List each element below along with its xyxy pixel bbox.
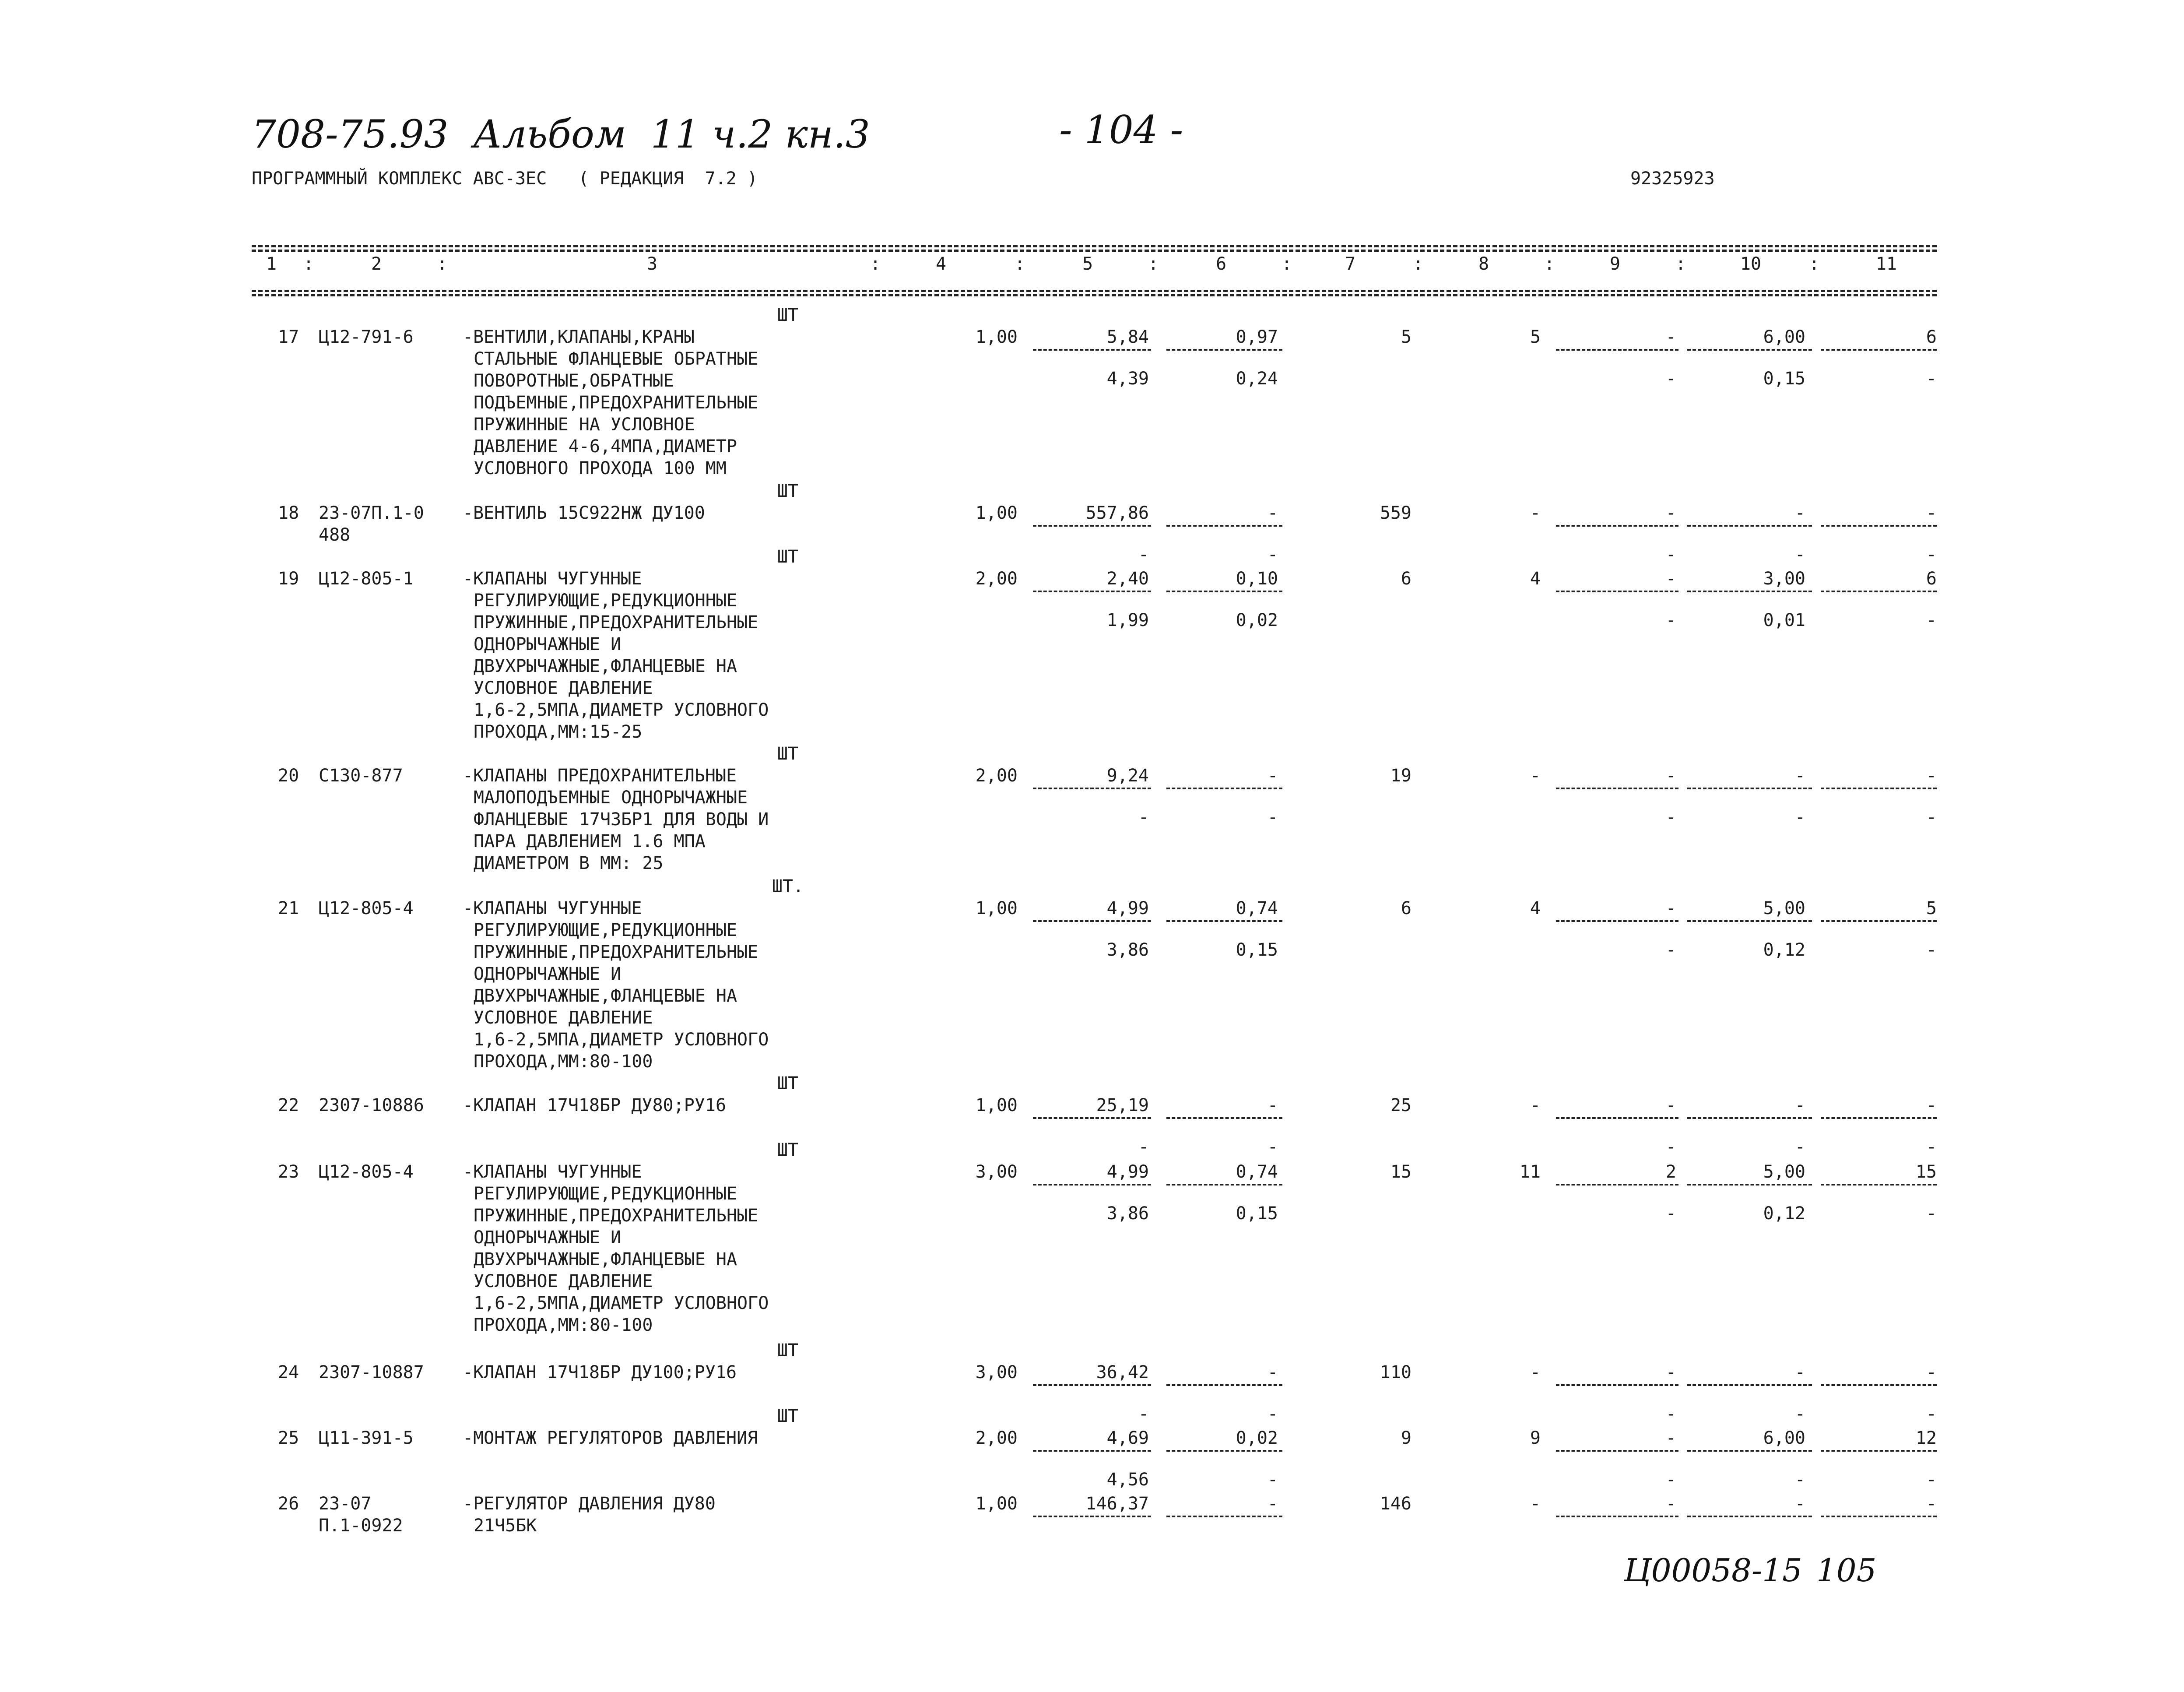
- cell-underline: [1033, 1516, 1151, 1517]
- row-number: 25: [278, 1428, 299, 1448]
- sub-value-c5: 4,56: [1106, 1470, 1149, 1490]
- unit-label: ШТ: [777, 305, 799, 325]
- cell-underline: [1166, 788, 1282, 789]
- value-c9: -: [1665, 898, 1676, 918]
- value-c8: -: [1530, 1494, 1541, 1514]
- cell-underline: [1821, 1117, 1937, 1119]
- row-description-line: -КЛАПАНЫ ЧУГУННЫЕ: [463, 898, 642, 918]
- value-c5: 146,37: [1085, 1494, 1149, 1514]
- column-separator: :: [1015, 254, 1025, 274]
- column-header-10: 10: [1740, 254, 1762, 274]
- row-description-line: ДИАМЕТРОМ В ММ: 25: [474, 853, 664, 873]
- cell-underline: [1687, 1516, 1812, 1517]
- value-c10: 5,00: [1763, 898, 1805, 918]
- value-c7: 6: [1401, 898, 1412, 918]
- table-header-rule: [252, 290, 1937, 292]
- column-separator: :: [1413, 254, 1424, 274]
- row-description-line: -КЛАПАН 17Ч18БР ДУ100;РУ16: [463, 1362, 737, 1382]
- cell-underline: [1687, 1450, 1812, 1452]
- value-c5: 2,40: [1106, 569, 1149, 589]
- value-c5: 9,24: [1106, 766, 1149, 786]
- unit-label: ШТ: [777, 744, 799, 764]
- row-code: Ц12-805-1: [319, 569, 414, 589]
- column-separator: :: [1675, 254, 1686, 274]
- value-c6: 0,97: [1236, 327, 1278, 347]
- sub-value-c11: -: [1926, 1137, 1937, 1157]
- value-c8: 11: [1519, 1162, 1541, 1182]
- cell-underline: [1821, 788, 1937, 789]
- row-description-line: ОДНОРЫЧАЖНЫЕ И: [474, 634, 621, 654]
- value-c5: 557,86: [1085, 503, 1149, 523]
- row-description-line: ПОВОРОТНЫЕ,ОБРАТНЫЕ: [474, 371, 674, 391]
- sub-value-c6: -: [1267, 1470, 1278, 1490]
- value-c11: 15: [1915, 1162, 1937, 1182]
- cell-underline: [1033, 1117, 1151, 1119]
- value-c4: 2,00: [975, 1428, 1018, 1448]
- row-description-line: УСЛОВНОЕ ДАВЛЕНИЕ: [474, 678, 653, 698]
- cell-underline: [1166, 591, 1282, 592]
- row-code-cont: П.1-0922: [319, 1516, 403, 1536]
- table-top-rule-2: [252, 250, 1937, 252]
- value-c11: -: [1926, 1362, 1937, 1382]
- cell-underline: [1821, 1450, 1937, 1452]
- value-c7: 110: [1380, 1362, 1412, 1382]
- unit-label: ШТ: [777, 547, 799, 567]
- cell-underline: [1821, 920, 1937, 922]
- cell-underline: [1687, 920, 1812, 922]
- value-c11: 5: [1926, 898, 1937, 918]
- sub-value-c10: -: [1794, 1404, 1805, 1424]
- page-number: - 104 -: [1059, 107, 1183, 152]
- sub-value-c6: -: [1267, 807, 1278, 827]
- row-description-line: РЕГУЛИРУЮЩИЕ,РЕДУКЦИОННЫЕ: [474, 1184, 737, 1204]
- cell-underline: [1556, 1384, 1678, 1386]
- document-code: 92325923: [1630, 169, 1715, 189]
- table-top-rule: [252, 245, 1937, 247]
- cell-underline: [1687, 1117, 1812, 1119]
- cell-underline: [1033, 1450, 1151, 1452]
- column-separator: :: [437, 254, 448, 274]
- value-c7: 15: [1390, 1162, 1412, 1182]
- row-description-line: -КЛАПАН 17Ч18БР ДУ80;РУ16: [463, 1095, 727, 1115]
- row-description-line: РЕГУЛИРУЮЩИЕ,РЕДУКЦИОННЫЕ: [474, 920, 737, 940]
- row-code: 23-07: [319, 1494, 372, 1514]
- row-code: 23-07П.1-0: [319, 503, 424, 523]
- cell-underline: [1166, 1117, 1282, 1119]
- row-code: С130-877: [319, 766, 403, 786]
- column-header-4: 4: [935, 254, 947, 274]
- cell-underline: [1033, 525, 1151, 527]
- sub-value-c9: -: [1665, 1203, 1676, 1224]
- value-c8: 4: [1530, 898, 1541, 918]
- column-separator: :: [870, 254, 881, 274]
- value-c6: -: [1267, 766, 1278, 786]
- value-c11: 12: [1915, 1428, 1937, 1448]
- value-c7: 559: [1380, 503, 1412, 523]
- row-code: 2307-10886: [319, 1095, 424, 1115]
- value-c5: 4,99: [1106, 1162, 1149, 1182]
- cell-underline: [1033, 591, 1151, 592]
- row-code: Ц12-791-6: [319, 327, 414, 347]
- row-description-line: ПРОХОДА,ММ:80-100: [474, 1052, 653, 1072]
- unit-label: ШТ: [777, 1073, 799, 1094]
- row-code: Ц12-805-4: [319, 898, 414, 918]
- cell-underline: [1556, 1184, 1678, 1185]
- cell-underline: [1821, 525, 1937, 527]
- sub-value-c10: -: [1794, 807, 1805, 827]
- row-description-line: МАЛОПОДЪЕМНЫЕ ОДНОРЫЧАЖНЫЕ: [474, 788, 748, 808]
- value-c7: 9: [1401, 1428, 1412, 1448]
- cell-underline: [1166, 1384, 1282, 1386]
- value-c8: -: [1530, 1362, 1541, 1382]
- cell-underline: [1687, 1184, 1812, 1185]
- value-c10: -: [1794, 1494, 1805, 1514]
- sub-value-c11: -: [1926, 545, 1937, 565]
- cell-underline: [1166, 349, 1282, 351]
- sub-value-c9: -: [1665, 1404, 1676, 1424]
- value-c10: 6,00: [1763, 1428, 1805, 1448]
- sub-value-c5: 4,39: [1106, 369, 1149, 389]
- column-separator: :: [1809, 254, 1820, 274]
- row-code-cont: 488: [319, 525, 351, 545]
- sub-value-c11: -: [1926, 1404, 1937, 1424]
- cell-underline: [1687, 349, 1812, 351]
- value-c9: -: [1665, 1494, 1676, 1514]
- unit-label: ШТ: [777, 1140, 799, 1160]
- cell-underline: [1033, 1184, 1151, 1185]
- value-c6: -: [1267, 1494, 1278, 1514]
- value-c10: -: [1794, 503, 1805, 523]
- cell-underline: [1166, 1184, 1282, 1185]
- sub-value-c5: 3,86: [1106, 1203, 1149, 1224]
- cell-underline: [1687, 788, 1812, 789]
- sub-value-c11: -: [1926, 369, 1937, 389]
- handwritten-title: 708-75.93 Альбом 11 ч.2 кн.3: [252, 112, 870, 157]
- row-description-line: ПРУЖИННЫЕ,ПРЕДОХРАНИТЕЛЬНЫЕ: [474, 942, 758, 962]
- sub-value-c10: 0,01: [1763, 610, 1805, 630]
- cell-underline: [1166, 1450, 1282, 1452]
- row-description-line: ФЛАНЦЕВЫЕ 17Ч3БР1 ДЛЯ ВОДЫ И: [474, 809, 769, 830]
- sub-value-c6: 0,15: [1236, 940, 1278, 960]
- row-number: 17: [278, 327, 299, 347]
- row-number: 22: [278, 1095, 299, 1115]
- column-separator: :: [1148, 254, 1159, 274]
- row-description-line: ПРУЖИННЫЕ,ПРЕДОХРАНИТЕЛЬНЫЕ: [474, 612, 758, 633]
- column-separator: :: [1544, 254, 1555, 274]
- cell-underline: [1821, 349, 1937, 351]
- row-description-line: 1,6-2,5МПА,ДИАМЕТР УСЛОВНОГО: [474, 1030, 769, 1050]
- value-c7: 5: [1401, 327, 1412, 347]
- value-c6: -: [1267, 1362, 1278, 1382]
- unit-label: ШТ: [777, 1406, 799, 1426]
- value-c10: -: [1794, 1095, 1805, 1115]
- row-description-line: ПРОХОДА,ММ:80-100: [474, 1315, 653, 1335]
- cell-underline: [1556, 920, 1678, 922]
- value-c11: -: [1926, 503, 1937, 523]
- row-description-line: 21Ч5БК: [474, 1516, 537, 1536]
- column-header-11: 11: [1875, 254, 1897, 274]
- sub-value-c10: 0,12: [1763, 1203, 1805, 1224]
- sub-value-c5: 1,99: [1106, 610, 1149, 630]
- sub-value-c5: 3,86: [1106, 940, 1149, 960]
- value-c7: 146: [1380, 1494, 1412, 1514]
- sub-value-c10: -: [1794, 1470, 1805, 1490]
- value-c8: -: [1530, 503, 1541, 523]
- row-number: 19: [278, 569, 299, 589]
- value-c8: -: [1530, 1095, 1541, 1115]
- value-c6: 0,02: [1236, 1428, 1278, 1448]
- row-description-line: -МОНТАЖ РЕГУЛЯТОРОВ ДАВЛЕНИЯ: [463, 1428, 758, 1448]
- cell-underline: [1821, 1384, 1937, 1386]
- value-c9: -: [1665, 327, 1676, 347]
- row-description-line: УСЛОВНОЕ ДАВЛЕНИЕ: [474, 1271, 653, 1291]
- row-description-line: -ВЕНТИЛЬ 15С922НЖ ДУ100: [463, 503, 705, 523]
- cell-underline: [1687, 1384, 1812, 1386]
- value-c7: 25: [1390, 1095, 1412, 1115]
- row-description-line: ОДНОРЫЧАЖНЫЕ И: [474, 964, 621, 984]
- unit-label: ШТ.: [772, 876, 804, 897]
- cell-underline: [1821, 591, 1937, 592]
- sub-value-c10: 0,12: [1763, 940, 1805, 960]
- value-c9: -: [1665, 766, 1676, 786]
- cell-underline: [1556, 1516, 1678, 1517]
- value-c6: 0,74: [1236, 1162, 1278, 1182]
- value-c11: -: [1926, 1494, 1937, 1514]
- row-description-line: ДАВЛЕНИЕ 4-6,4МПА,ДИАМЕТР: [474, 436, 737, 457]
- row-code: 2307-10887: [319, 1362, 424, 1382]
- value-c4: 2,00: [975, 766, 1018, 786]
- cell-underline: [1033, 920, 1151, 922]
- value-c11: 6: [1926, 327, 1937, 347]
- cell-underline: [1166, 1516, 1282, 1517]
- cell-underline: [1556, 1450, 1678, 1452]
- cell-underline: [1556, 1117, 1678, 1119]
- sub-value-c5: -: [1138, 1137, 1149, 1157]
- sub-value-c10: -: [1794, 1137, 1805, 1157]
- row-description-line: УСЛОВНОГО ПРОХОДА 100 ММ: [474, 458, 727, 478]
- row-code: Ц11-391-5: [319, 1428, 414, 1448]
- table-header-rule-2: [252, 294, 1937, 296]
- value-c4: 1,00: [975, 503, 1018, 523]
- value-c5: 36,42: [1096, 1362, 1149, 1382]
- value-c6: 0,10: [1236, 569, 1278, 589]
- sub-value-c11: -: [1926, 1470, 1937, 1490]
- column-separator: :: [1282, 254, 1292, 274]
- cell-underline: [1556, 349, 1678, 351]
- sub-value-c9: -: [1665, 1137, 1676, 1157]
- row-number: 23: [278, 1162, 299, 1182]
- value-c4: 3,00: [975, 1362, 1018, 1382]
- sub-value-c5: -: [1138, 545, 1149, 565]
- sub-value-c5: -: [1138, 807, 1149, 827]
- value-c6: 0,74: [1236, 898, 1278, 918]
- handwritten-note: Ц00058-15: [1624, 1552, 1802, 1589]
- sub-value-c9: -: [1665, 545, 1676, 565]
- row-description-line: ПОДЪЕМНЫЕ,ПРЕДОХРАНИТЕЛЬНЫЕ: [474, 393, 758, 413]
- row-description-line: ПАРА ДАВЛЕНИЕМ 1.6 МПА: [474, 831, 706, 851]
- cell-underline: [1556, 788, 1678, 789]
- column-header-3: 3: [646, 254, 658, 274]
- value-c5: 4,69: [1106, 1428, 1149, 1448]
- row-description-line: ПРОХОДА,ММ:15-25: [474, 722, 643, 742]
- cell-underline: [1687, 525, 1812, 527]
- cell-underline: [1556, 591, 1678, 592]
- row-description-line: ДВУХРЫЧАЖНЫЕ,ФЛАНЦЕВЫЕ НА: [474, 986, 737, 1006]
- cell-underline: [1166, 920, 1282, 922]
- value-c4: 1,00: [975, 1095, 1018, 1115]
- value-c9: -: [1665, 1362, 1676, 1382]
- value-c11: 6: [1926, 569, 1937, 589]
- cell-underline: [1033, 1384, 1151, 1386]
- unit-label: ШТ: [777, 481, 799, 501]
- value-c5: 4,99: [1106, 898, 1149, 918]
- value-c4: 3,00: [975, 1162, 1018, 1182]
- sub-value-c10: 0,15: [1763, 369, 1805, 389]
- row-description-line: УСЛОВНОЕ ДАВЛЕНИЕ: [474, 1008, 653, 1028]
- column-header-7: 7: [1345, 254, 1356, 274]
- cell-underline: [1033, 788, 1151, 789]
- value-c11: -: [1926, 1095, 1937, 1115]
- value-c5: 5,84: [1106, 327, 1149, 347]
- value-c7: 19: [1390, 766, 1412, 786]
- row-description-line: ДВУХРЫЧАЖНЫЕ,ФЛАНЦЕВЫЕ НА: [474, 656, 737, 676]
- sub-value-c11: -: [1926, 940, 1937, 960]
- value-c10: -: [1794, 1362, 1805, 1382]
- value-c9: -: [1665, 503, 1676, 523]
- value-c4: 2,00: [975, 569, 1018, 589]
- sub-value-c6: 0,15: [1236, 1203, 1278, 1224]
- row-description-line: РЕГУЛИРУЮЩИЕ,РЕДУКЦИОННЫЕ: [474, 591, 737, 611]
- row-description-line: 1,6-2,5МПА,ДИАМЕТР УСЛОВНОГО: [474, 700, 769, 720]
- value-c9: -: [1665, 1095, 1676, 1115]
- value-c11: -: [1926, 766, 1937, 786]
- column-separator: :: [303, 254, 314, 274]
- sub-value-c11: -: [1926, 610, 1937, 630]
- column-header-5: 5: [1082, 254, 1093, 274]
- cell-underline: [1821, 1184, 1937, 1185]
- value-c4: 1,00: [975, 1494, 1018, 1514]
- sub-value-c6: -: [1267, 1137, 1278, 1157]
- value-c8: 5: [1530, 327, 1541, 347]
- row-number: 18: [278, 503, 299, 523]
- sub-value-c9: -: [1665, 940, 1676, 960]
- cell-underline: [1687, 591, 1812, 592]
- value-c4: 1,00: [975, 327, 1018, 347]
- sub-value-c6: -: [1267, 1404, 1278, 1424]
- row-number: 26: [278, 1494, 299, 1514]
- value-c9: 2: [1665, 1162, 1676, 1182]
- value-c6: -: [1267, 503, 1278, 523]
- sub-value-c6: 0,02: [1236, 610, 1278, 630]
- program-line: ПРОГРАММНЫЙ КОМПЛЕКС АВС-3ЕС ( РЕДАКЦИЯ 7.2 ): [252, 169, 758, 189]
- column-header-8: 8: [1478, 254, 1489, 274]
- value-c10: -: [1794, 766, 1805, 786]
- row-number: 21: [278, 898, 299, 918]
- row-description-line: ПРУЖИННЫЕ НА УСЛОВНОЕ: [474, 415, 695, 435]
- value-c9: -: [1665, 569, 1676, 589]
- value-c5: 25,19: [1096, 1095, 1149, 1115]
- row-description-line: -КЛАПАНЫ ЧУГУННЫЕ: [463, 1162, 642, 1182]
- cell-underline: [1821, 1516, 1937, 1517]
- cell-underline: [1033, 349, 1151, 351]
- value-c8: -: [1530, 766, 1541, 786]
- sub-value-c9: -: [1665, 369, 1676, 389]
- row-description-line: ДВУХРЫЧАЖНЫЕ,ФЛАНЦЕВЫЕ НА: [474, 1249, 737, 1270]
- column-header-2: 2: [371, 254, 382, 274]
- value-c10: 5,00: [1763, 1162, 1805, 1182]
- sub-value-c6: -: [1267, 545, 1278, 565]
- row-description-line: -КЛАПАНЫ ЧУГУННЫЕ: [463, 569, 642, 589]
- value-c8: 9: [1530, 1428, 1541, 1448]
- row-number: 20: [278, 766, 299, 786]
- value-c9: -: [1665, 1428, 1676, 1448]
- cell-underline: [1166, 525, 1282, 527]
- row-description-line: ПРУЖИННЫЕ,ПРЕДОХРАНИТЕЛЬНЫЕ: [474, 1206, 758, 1226]
- sub-value-c9: -: [1665, 610, 1676, 630]
- column-header-6: 6: [1215, 254, 1227, 274]
- row-description-line: -РЕГУЛЯТОР ДАВЛЕНИЯ ДУ80: [463, 1494, 716, 1514]
- value-c10: 6,00: [1763, 327, 1805, 347]
- row-description-line: -КЛАПАНЫ ПРЕДОХРАНИТЕЛЬНЫЕ: [463, 766, 737, 786]
- row-description-line: -ВЕНТИЛИ,КЛАПАНЫ,КРАНЫ: [463, 327, 695, 347]
- value-c7: 6: [1401, 569, 1412, 589]
- value-c6: -: [1267, 1095, 1278, 1115]
- column-header-1: 1: [266, 254, 277, 274]
- row-description-line: 1,6-2,5МПА,ДИАМЕТР УСЛОВНОГО: [474, 1293, 769, 1313]
- value-c4: 1,00: [975, 898, 1018, 918]
- sub-value-c5: -: [1138, 1404, 1149, 1424]
- unit-label: ШТ: [777, 1340, 799, 1361]
- sub-value-c10: -: [1794, 545, 1805, 565]
- value-c10: 3,00: [1763, 569, 1805, 589]
- handwritten-page: 105: [1816, 1552, 1877, 1589]
- row-description-line: ОДНОРЫЧАЖНЫЕ И: [474, 1228, 621, 1248]
- sub-value-c6: 0,24: [1236, 369, 1278, 389]
- row-number: 24: [278, 1362, 299, 1382]
- row-code: Ц12-805-4: [319, 1162, 414, 1182]
- sub-value-c11: -: [1926, 807, 1937, 827]
- sub-value-c9: -: [1665, 807, 1676, 827]
- column-header-9: 9: [1609, 254, 1621, 274]
- row-description-line: СТАЛЬНЫЕ ФЛАНЦЕВЫЕ ОБРАТНЫЕ: [474, 349, 758, 369]
- cell-underline: [1556, 525, 1678, 527]
- value-c8: 4: [1530, 569, 1541, 589]
- sub-value-c9: -: [1665, 1470, 1676, 1490]
- sub-value-c11: -: [1926, 1203, 1937, 1224]
